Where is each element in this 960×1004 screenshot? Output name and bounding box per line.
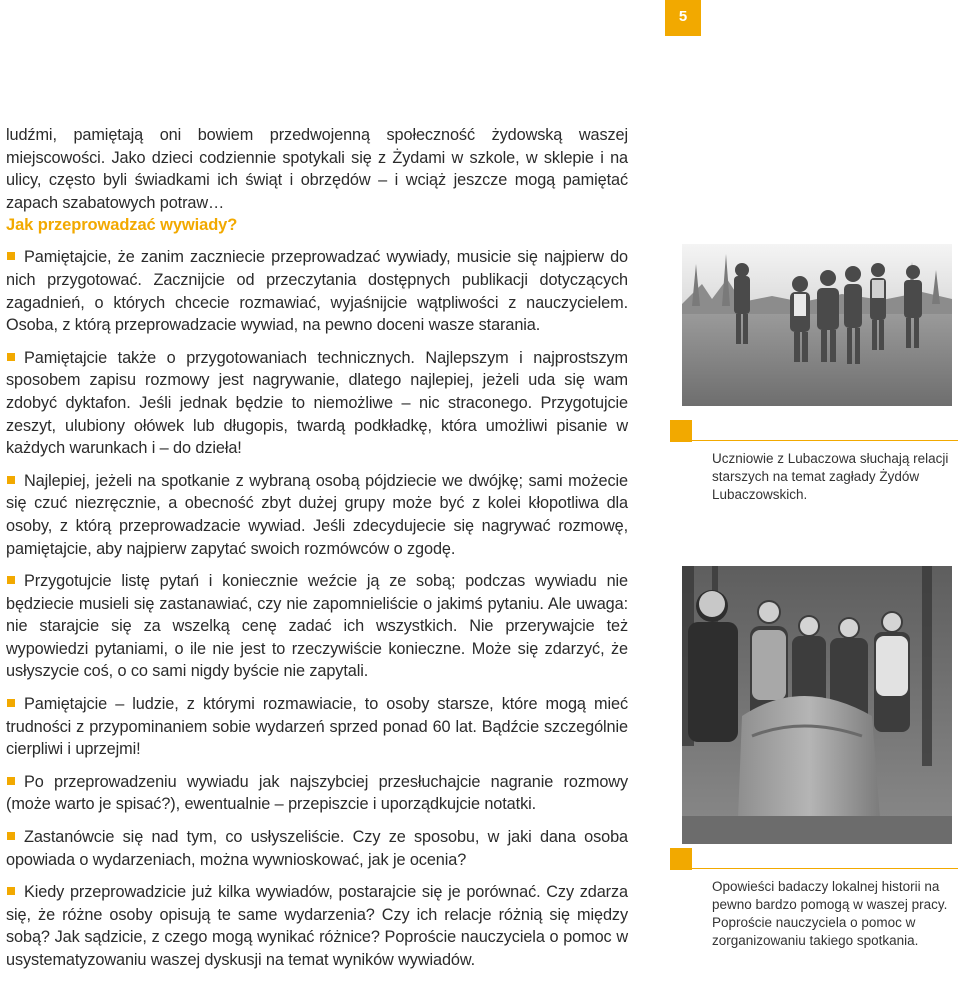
bullet-item: Pamiętajcie także o przygotowaniach technicznych. Najlepszym i najprostszym sposobem zapisu rozmowy jest nagrywanie, dlatego najlepiej, jeżeli uda się wam zdobyć dyktafon. Jeśli jednak będzie to niemożliwe – nic straconego. Przygotujcie zeszyt, ulubiony ołówek lub długopis, twardą podkładkę, która umożliwi pisanie w każdych warunkach i – do dzieła! [6,348,628,458]
bullet-item: Pamiętajcie – ludzie, z którymi rozmawiacie, to osoby starsze, które mogą mieć trudności z przypominaniem sobie wydarzeń sprzed ponad 60 lat. Bądźcie szczególnie cierpliwi i uprzejmi! [6,695,628,759]
bullet-item: Najlepiej, jeżeli na spotkanie z wybraną osobą pójdziecie we dwójkę; sami możecie się czuć niezręcznie, a obecność zbyt dużej grupy może być z kolei kłopotliwa dla osoby, z którą przeprowadzacie wywiad. Jeśli zdecydujecie się nagrywać rozmowę, pamiętajcie, aby najpierw zapytać swoich rozmówców o zgodę. [6,471,628,558]
caption-rule [692,440,958,441]
bullet-item: Przygotujcie listę pytań i koniecznie weźcie ją ze sobą; podczas wywiadu nie będziecie musieli się zastanawiać, czy nie zapomnieliście o jakimś pytaniu. Ale uwaga: nie starajcie się za wszelką cenę zadać ich wszystkich. Nie przerywajcie też wypowiedzi pytaniami, o ile nie jest to rzeczywiście konieczne. Może się zdarzyć, że usłyszycie coś, o co sami nigdy byście nie zapytali. [6,572,628,681]
bullet-item: Pamiętajcie, że zanim zaczniecie przeprowadzać wywiady, musicie się najpierw do nich przygotować. Zacznijcie od przeczytania dostępnych publikacji dotyczących zagadnień, o których chcecie rozmawiać, wyjaśnijcie wątpliwości z nauczycielem. Osoba, z którą przeprowadzacie wywiad, na pewno doceni wasze starania. [6,248,628,335]
caption-text: Uczniowie z Lubaczowa słuchają relacji starszych na temat zagłady Żydów Lubaczowskich. [712,451,949,502]
section-heading: Jak przeprowadzać wywiady? [6,216,238,235]
bullet-item: Po przeprowadzeniu wywiadu jak najszybciej przesłuchajcie nagranie rozmowy (może warto je spisać?), ewentualnie – przepiszcie i uporządkujcie notatki. [6,772,628,814]
page-number: 5 [665,0,701,36]
bullet-square-icon [7,887,15,895]
bullet-square-icon [7,353,15,361]
caption-text: Opowieści badaczy lokalnej historii na pewno bardzo pomogą w waszej pracy. Poproście nauczyciela o pomoc w zorganizowaniu takiego spotkania. [712,879,948,948]
bullet-square-icon [7,576,15,584]
caption-rule [692,868,958,869]
caption-marker-icon [670,848,692,870]
photo-students-field [682,244,952,406]
bullet-square-icon [7,699,15,707]
bullet-square-icon [7,777,15,785]
caption-marker-icon [670,420,692,442]
bullet-square-icon [7,252,15,260]
bullet-item: Zastanówcie się nad tym, co usłyszeliście. Czy ze sposobu, w jaki dana osoba opowiada o wydarzeniach, można wywnioskować, jak je ocenia? [6,828,628,869]
intro-paragraph: ludźmi, pamiętają oni bowiem przedwojenną społeczność żydowską waszej miejscowości. Jako dzieci codziennie spotykali się z Żydami w szkole, w sklepie i na ulicy, często byli świadkami ich świąt i obrzędów – i wciąż jeszcze mogą pamiętać zapach szabatowych potraw… [6,126,628,212]
bullet-item: Kiedy przeprowadzicie już kilka wywiadów, postarajcie się je porównać. Czy zdarza się, że różne osoby opisują te same wydarzenia? Czy ich relacje różnią się między sobą? Jak sądzicie, z czego mogą wynikać różnice? Poproście nauczyciela o pomoc w usystematyzowaniu waszej dyskusji na temat wyników wywiadów. [6,883,628,969]
bullet-square-icon [7,832,15,840]
photo-students-gravestone [682,566,952,844]
bullet-square-icon [7,476,15,484]
main-text-column [6,106,628,972]
